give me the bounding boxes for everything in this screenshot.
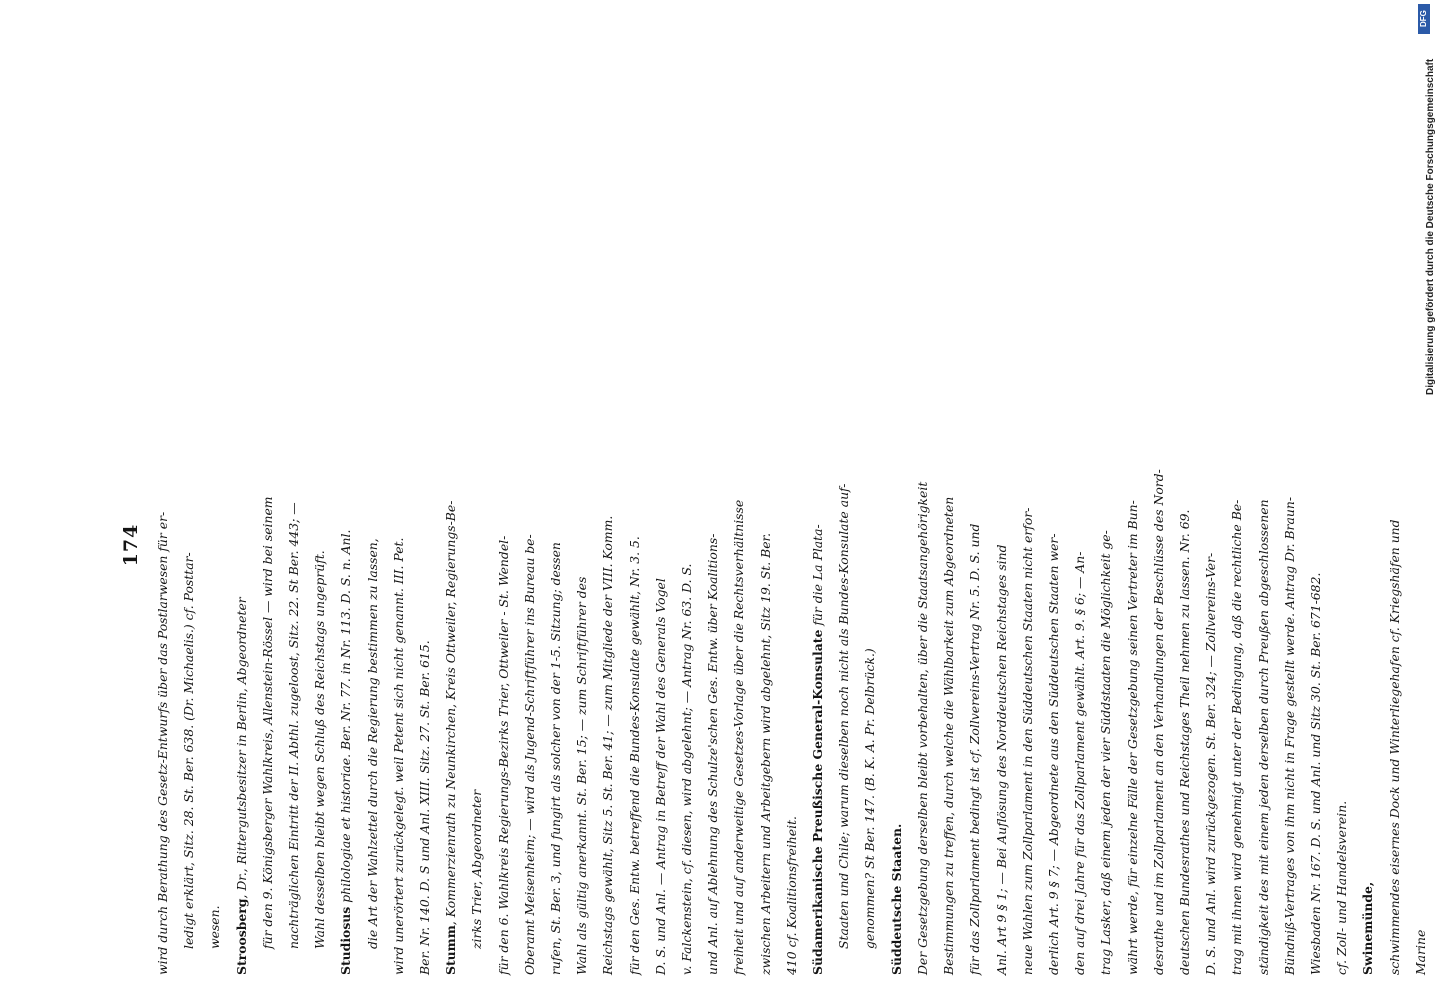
entry-body: für das Zollparlament bedingt ist cf. Zollvereins-Vertrag Nr. 5. D. S. und <box>967 523 983 975</box>
text-line <box>884 115 910 975</box>
entry-body: Wahl desselben bleibt wegen Schluß des Reichstags ungeprüft. <box>312 550 328 949</box>
entry-body: für den 9. Königsberger Wahlkreis, Allenstein-Rössel — wird bei seinem <box>259 496 275 949</box>
text-line <box>281 115 307 975</box>
entry-body: zwischen Arbeitern und Arbeitgebern wird abgelehnt, Sitz 19. St. Ber. <box>757 532 773 975</box>
digitization-credit: Digitalisierung gefördert durch die Deutsche Forschungsgemeinschaft <box>1425 58 1436 395</box>
entry-body: Der Gesetzgebung derselben bleibt vorbehalten, über die Staatsangehörigkeit <box>914 481 930 975</box>
text-line <box>438 115 464 975</box>
dfg-logo: DFG <box>1418 4 1430 34</box>
text-line <box>464 115 490 975</box>
text-line <box>229 115 255 975</box>
entry-body: die Art der Wahlzettel durch die Regierung bestimmen zu lassen, <box>364 538 380 949</box>
index-text-body <box>150 115 1428 975</box>
entry-heading: Südamerikanische Preußische General-Konsulate <box>810 629 826 975</box>
text-line <box>622 115 648 975</box>
entry-body: Oberamt Meisenheim; — wird als Jugend-Schriftführer ins Bureau be- <box>521 534 537 975</box>
entry-body: für die La Plata- <box>810 524 826 630</box>
text-line <box>360 115 386 975</box>
entry-body: Reichstags gewählt, Sitz 5. St. Ber. 41; — zum Mitgliede der VIII. Komm. <box>600 515 616 975</box>
text-line <box>700 115 726 975</box>
text-line <box>648 115 674 975</box>
entry-body: philologiae et historiae. Ber. Nr. 77. in Nr. 113. D. S. n. Anl. <box>338 529 354 907</box>
entry-heading: Swinemünde, <box>1360 881 1376 975</box>
text-line <box>674 115 700 975</box>
rotated-page-content <box>120 115 1428 975</box>
text-line <box>805 115 831 975</box>
entry-body: für den 6. Wahlkreis Regierungs-Bezirks Trier, Ottweiler - St. Wendel- <box>495 535 511 975</box>
text-line <box>936 115 962 975</box>
text-line <box>1224 115 1250 975</box>
entry-body: trag mit ihnen wird genehmigt unter der Bedingung, daß die rechtliche Be- <box>1229 499 1245 975</box>
entry-heading: Stroosberg <box>233 898 249 975</box>
entry-body: D. S. und Anl. — Antrag in Betreff der Wahl des Generals Vogel <box>652 578 668 975</box>
text-line <box>1198 115 1224 975</box>
entry-body: wesen. <box>207 905 223 949</box>
text-line <box>1329 115 1355 975</box>
text-line <box>1172 115 1198 975</box>
entry-body: Anl. Art 9 § 1; — Bei Auflösung des Norddeutschen Reichstages sind <box>993 544 1009 975</box>
text-line <box>1146 115 1172 975</box>
entry-body: wird durch Berathung des Gesetz-Entwurfs über das Postlarwesen für er- <box>155 511 170 975</box>
entry-body: neue Wahlen zum Zollparlament in den Süddeutschen Staaten nicht erfor- <box>1019 507 1035 975</box>
text-line <box>333 115 359 975</box>
entry-body: Bestimmungen zu treffen, durch welche die Wählbarkeit zum Abgeordneten <box>941 496 957 975</box>
text-line <box>779 115 805 975</box>
entry-body: rufen, St. Ber. 3, und fungirt als solcher von der 1-5. Sitzung; dessen <box>548 542 564 975</box>
text-line <box>1251 115 1277 975</box>
entry-body: Ber. Nr. 140. D. S und Anl. XIII. Sitz. 27. St. Ber. 615. <box>417 640 433 975</box>
text-line <box>1277 115 1303 975</box>
text-line <box>569 115 595 975</box>
entry-body: desrathe und im Zollparlament an den Verhandlungen der Beschlüsse des Nord- <box>1150 469 1166 975</box>
text-line <box>386 115 412 975</box>
text-line <box>1382 115 1408 975</box>
text-line <box>1093 115 1119 975</box>
entry-body: den auf drei Jahre für das Zollparlament gewählt. Art. 9. § 6; — An- <box>1072 551 1088 975</box>
text-line <box>595 115 621 975</box>
entry-body: , Dr., Rittergutsbesitzer in Berlin, Abgeordneter <box>233 597 249 899</box>
entry-body: , Kommerzienrath zu Neunkirchen, Kreis Ottweiler, Regierungs-Be- <box>443 500 459 926</box>
entry-body: für den Ges. Entw. betreffend die Bundes-Konsulate gewählt, Nr. 3. 5. <box>626 536 642 975</box>
text-line <box>176 115 202 975</box>
text-line <box>831 115 857 975</box>
text-line <box>857 115 883 975</box>
text-line <box>1067 115 1093 975</box>
entry-body: Wahl als gültig anerkannt. St. Ber. 15; — zum Schriftführer des <box>574 576 590 975</box>
text-line <box>491 115 517 975</box>
entry-body: schwimmendes eisernes Dock und Winterliegehafen cf. Kriegshäfen und <box>1386 519 1402 975</box>
entry-body: freiheit und auf anderweitige Gesetzes-Vorlage über die Rechtsverhältnisse <box>731 499 747 975</box>
entry-body: genommen? St Ber. 147. (B. K. A. Pr. Delbrück.) <box>862 648 878 949</box>
entry-body: Marine <box>1412 929 1428 975</box>
entry-body: nachträglichen Eintritt der II. Abthl. zugeloost, Sitz. 22. St Ber. 443; — <box>286 502 302 949</box>
text-line <box>255 115 281 975</box>
text-line <box>1120 115 1146 975</box>
entry-body: deutschen Bundesrathes und Reichstages Theil nehmen zu lassen. Nr. 69. <box>1176 509 1192 975</box>
text-line <box>989 115 1015 975</box>
entry-body: ständigkeit des mit einem jeden derselben durch Preußen abgeschlossenen <box>1255 499 1271 975</box>
text-line <box>412 115 438 975</box>
entry-body: ledigt erklärt, Sitz. 28. St. Ber. 638. (Dr. Michaelis.) cf. Posttar- <box>181 552 197 949</box>
text-line <box>307 115 333 975</box>
text-line <box>1015 115 1041 975</box>
entry-body: Wiesbaden Nr. 167. D. S. und Anl. und Sitz 30. St. Ber. 671-682. <box>1307 572 1323 975</box>
text-line <box>726 115 752 975</box>
entry-heading: Studiosus <box>338 906 354 975</box>
text-line <box>753 115 779 975</box>
entry-body: wird unerörtert zurückgelegt. weil Petent sich nicht genannt. III. Pet. <box>390 537 406 975</box>
entry-body: v. Falckenstein, cf. diesen, wird abgelehnt; — Antrag Nr. 63. D. S. <box>679 563 695 975</box>
text-line <box>1041 115 1067 975</box>
entry-heading: Stumm <box>443 925 459 975</box>
entry-heading: Süddeutsche Staaten. <box>888 823 904 975</box>
text-line <box>517 115 543 975</box>
entry-body: cf. Zoll- und Handelsverein. <box>1334 800 1350 975</box>
entry-body: zirks Trier, Abgeordneter <box>469 789 485 949</box>
entry-body: derlich Art. 9 § 7; — Abgeordnete aus den Süddeutschen Staaten wer- <box>1045 533 1061 975</box>
entry-body: D. S. und Anl. wird zurückgezogen. St. Ber. 324; — Zollvereins-Ver- <box>1203 552 1219 975</box>
text-line <box>543 115 569 975</box>
entry-body: und Anl. auf Ablehnung des Schulze'schen Ges. Entw. über Koalitions- <box>705 533 721 975</box>
text-line <box>1303 115 1329 975</box>
text-line <box>910 115 936 975</box>
text-line <box>150 115 176 975</box>
entry-body: Bündniß-Vertrages von ihm nicht in Frage gestellt werde. Antrag Dr. Braun- <box>1281 496 1297 975</box>
text-line <box>1355 115 1381 975</box>
entry-body: 410 cf. Koalitionsfreiheit. <box>783 816 799 975</box>
entry-body: Staaten und Chile; warum dieselben noch nicht als Bundes-Konsulate auf- <box>836 483 852 949</box>
page-number: 174 <box>120 523 142 567</box>
text-line <box>962 115 988 975</box>
entry-body: trag Lasker, daß einem jeden der vier Süddstaaten die Möglichkeit ge- <box>1098 530 1114 975</box>
entry-body: währt werde, für einzelne Fälle der Gesetzgebung seinen Vertreter im Bun- <box>1124 500 1140 975</box>
text-line <box>202 115 228 975</box>
